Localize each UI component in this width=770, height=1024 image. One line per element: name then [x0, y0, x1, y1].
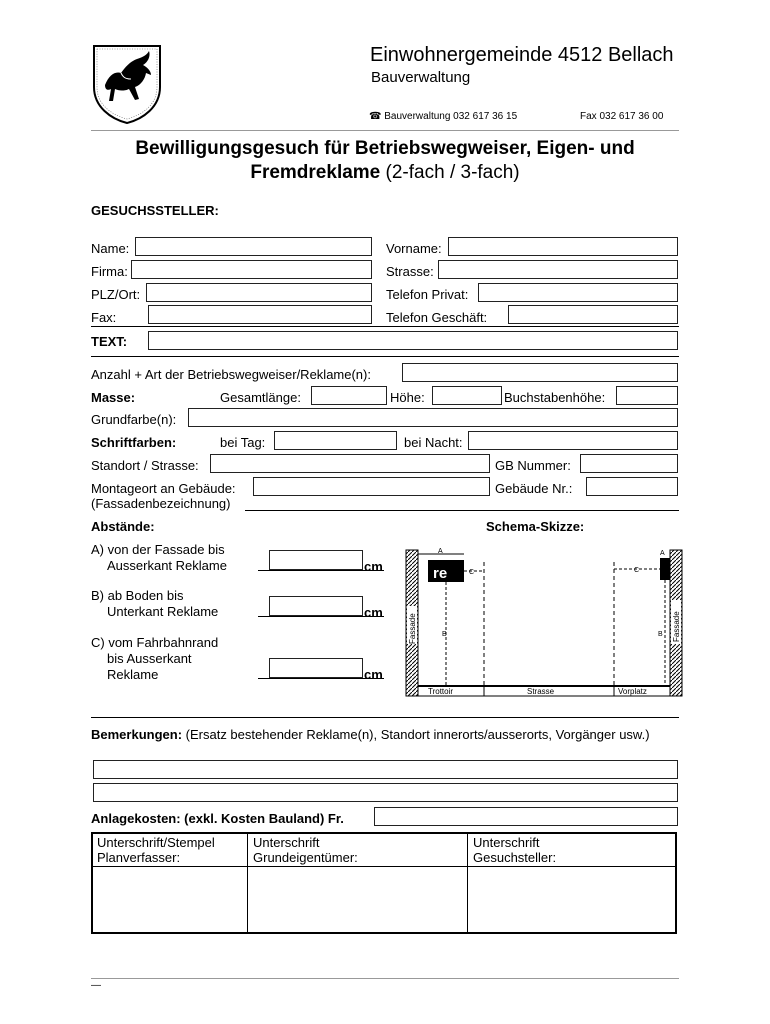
footer-divider: [91, 978, 679, 979]
vorname-label: Vorname:: [386, 241, 442, 256]
fax-field[interactable]: [148, 305, 372, 324]
right-facade-label: Fassade: [672, 611, 681, 642]
tel-privat-label: Telefon Privat:: [386, 287, 469, 302]
tel-privat-field[interactable]: [478, 283, 678, 302]
phone-line: [369, 111, 517, 122]
gesamtlaenge-field[interactable]: [311, 386, 387, 405]
bei-tag-label: bei Tag:: [220, 435, 266, 450]
distance-a-field[interactable]: [269, 550, 363, 570]
anzahl-label: Anzahl + Art der Betriebswegweiser/Reklame(n):: [91, 367, 371, 382]
distances-bottom-line: [91, 717, 679, 718]
signature-table: [91, 832, 677, 934]
bei-nacht-label: bei Nacht:: [404, 435, 463, 450]
fax-label: Fax:: [91, 310, 117, 325]
vorplatz-label: Vorplatz: [618, 687, 647, 696]
grundfarbe-label: Grundfarbe(n):: [91, 412, 177, 427]
distance-b-label: B) ab Boden bis Unterkant Reklame: [91, 588, 219, 619]
right-label-c: C: [634, 567, 640, 574]
left-sign-text: re: [433, 565, 448, 582]
costs-label: Anlagekosten: (exkl. Kosten Bauland) Fr.: [91, 811, 344, 826]
firma-field[interactable]: [131, 260, 372, 279]
hoehe-label: Höhe:: [390, 390, 425, 405]
text-field[interactable]: [148, 331, 678, 350]
fassadenbezeichnung-label: (Fassadenbezeichnung): [91, 496, 231, 511]
grundfarbe-field[interactable]: [188, 408, 678, 427]
fax-number: Fax 032 617 36 00: [580, 111, 664, 122]
applicant-bottom-line: [91, 326, 679, 327]
distance-c-field[interactable]: [269, 658, 363, 678]
header-divider: [91, 130, 679, 131]
signature-planverfasser-label: Unterschrift/Stempel Planverfasser:: [97, 835, 215, 865]
right-label-a: A: [660, 550, 665, 557]
buchstabenhoehe-field[interactable]: [616, 386, 678, 405]
schriftfarben-label: Schriftfarben:: [91, 435, 177, 450]
masse-label: Masse:: [91, 390, 136, 405]
montageort-label: Montageort an Gebäude:: [91, 481, 236, 496]
distance-c-label: C) vom Fahrbahnrand bis Ausserkant Reklame: [91, 635, 219, 682]
coat-of-arms-logo: [91, 43, 163, 125]
left-label-a: A: [438, 548, 443, 555]
abstaende-heading: Abstände:: [91, 519, 155, 534]
distance-b-field[interactable]: [269, 596, 363, 616]
gesamtlaenge-label: Gesamtlänge:: [220, 390, 301, 405]
distance-a-label: A) von der Fassade bis Ausserkant Reklame: [91, 542, 227, 573]
phone-icon: ☎: [369, 111, 382, 122]
tel-geschaeft-field[interactable]: [508, 305, 678, 324]
distance-c-unit: cm: [364, 667, 383, 682]
phone-number: Bauverwaltung 032 617 36 15: [384, 111, 518, 122]
text-bottom-line: [91, 356, 679, 357]
standort-field[interactable]: [210, 454, 490, 473]
distance-b-unit: cm: [364, 605, 383, 620]
montageort-field[interactable]: [253, 477, 490, 496]
title-line-2: Fremdreklame (2-fach / 3-fach): [250, 162, 520, 183]
signature-gesuchsteller-field[interactable]: [468, 867, 675, 932]
signature-gesuchsteller-label: Unterschrift Gesuchsteller:: [473, 835, 557, 865]
gebaeude-nr-label: Gebäude Nr.:: [495, 481, 573, 496]
org-name: Einwohnergemeinde 4512 Bellach: [370, 44, 674, 66]
signature-planverfasser-field[interactable]: [93, 867, 247, 932]
firma-label: Firma:: [91, 264, 128, 279]
buchstabenhoehe-label: Buchstabenhöhe:: [504, 390, 606, 405]
name-label: Name:: [91, 241, 130, 256]
remarks-field-2[interactable]: [93, 783, 678, 802]
footer-mark: —: [91, 980, 101, 991]
costs-field[interactable]: [374, 807, 678, 826]
name-field[interactable]: [135, 237, 372, 256]
signature-grundeigentuemer-field[interactable]: [248, 867, 467, 932]
anzahl-field[interactable]: [402, 363, 678, 382]
right-label-b: B: [658, 631, 663, 638]
hoehe-field[interactable]: [432, 386, 502, 405]
bei-nacht-field[interactable]: [468, 431, 678, 450]
gebaeude-nr-field[interactable]: [586, 477, 678, 496]
schema-heading: Schema-Skizze:: [486, 519, 585, 534]
tel-geschaeft-label: Telefon Geschäft:: [386, 310, 488, 325]
strasse-label: Strasse:: [386, 264, 434, 279]
schema-sketch: [404, 544, 684, 700]
left-label-b: B: [442, 631, 447, 638]
plz-label: PLZ/Ort:: [91, 287, 141, 302]
plz-field[interactable]: [146, 283, 372, 302]
signature-grundeigentuemer-label: Unterschrift Grundeigentümer:: [253, 835, 358, 865]
applicant-heading: GESUCHSSTELLER:: [91, 203, 219, 218]
text-label: TEXT:: [91, 334, 128, 349]
gb-nummer-field[interactable]: [580, 454, 678, 473]
standort-label: Standort / Strasse:: [91, 458, 199, 473]
left-label-c: C: [469, 569, 475, 576]
form-title: [91, 137, 679, 185]
strasse-field[interactable]: [438, 260, 678, 279]
bei-tag-field[interactable]: [274, 431, 397, 450]
remarks-field-1[interactable]: [93, 760, 678, 779]
gb-nummer-label: GB Nummer:: [495, 458, 571, 473]
masse-bottom-line: [245, 510, 679, 511]
department-name: Bauverwaltung: [371, 69, 471, 86]
trottoir-label: Trottoir: [428, 687, 454, 696]
title-line-1: Bewilligungsgesuch für Betriebswegweiser, Eigen- und: [135, 138, 635, 159]
remarks-text: Bemerkungen: (Ersatz bestehender Reklame(n), Standort innerorts/ausserorts, Vorgänger usw.): [91, 727, 650, 742]
right-sign: [660, 558, 670, 580]
vorname-field[interactable]: [448, 237, 678, 256]
distance-a-unit: cm: [364, 559, 383, 574]
strasse-sketch-label: Strasse: [527, 687, 555, 696]
left-facade-label: Fassade: [408, 613, 417, 644]
